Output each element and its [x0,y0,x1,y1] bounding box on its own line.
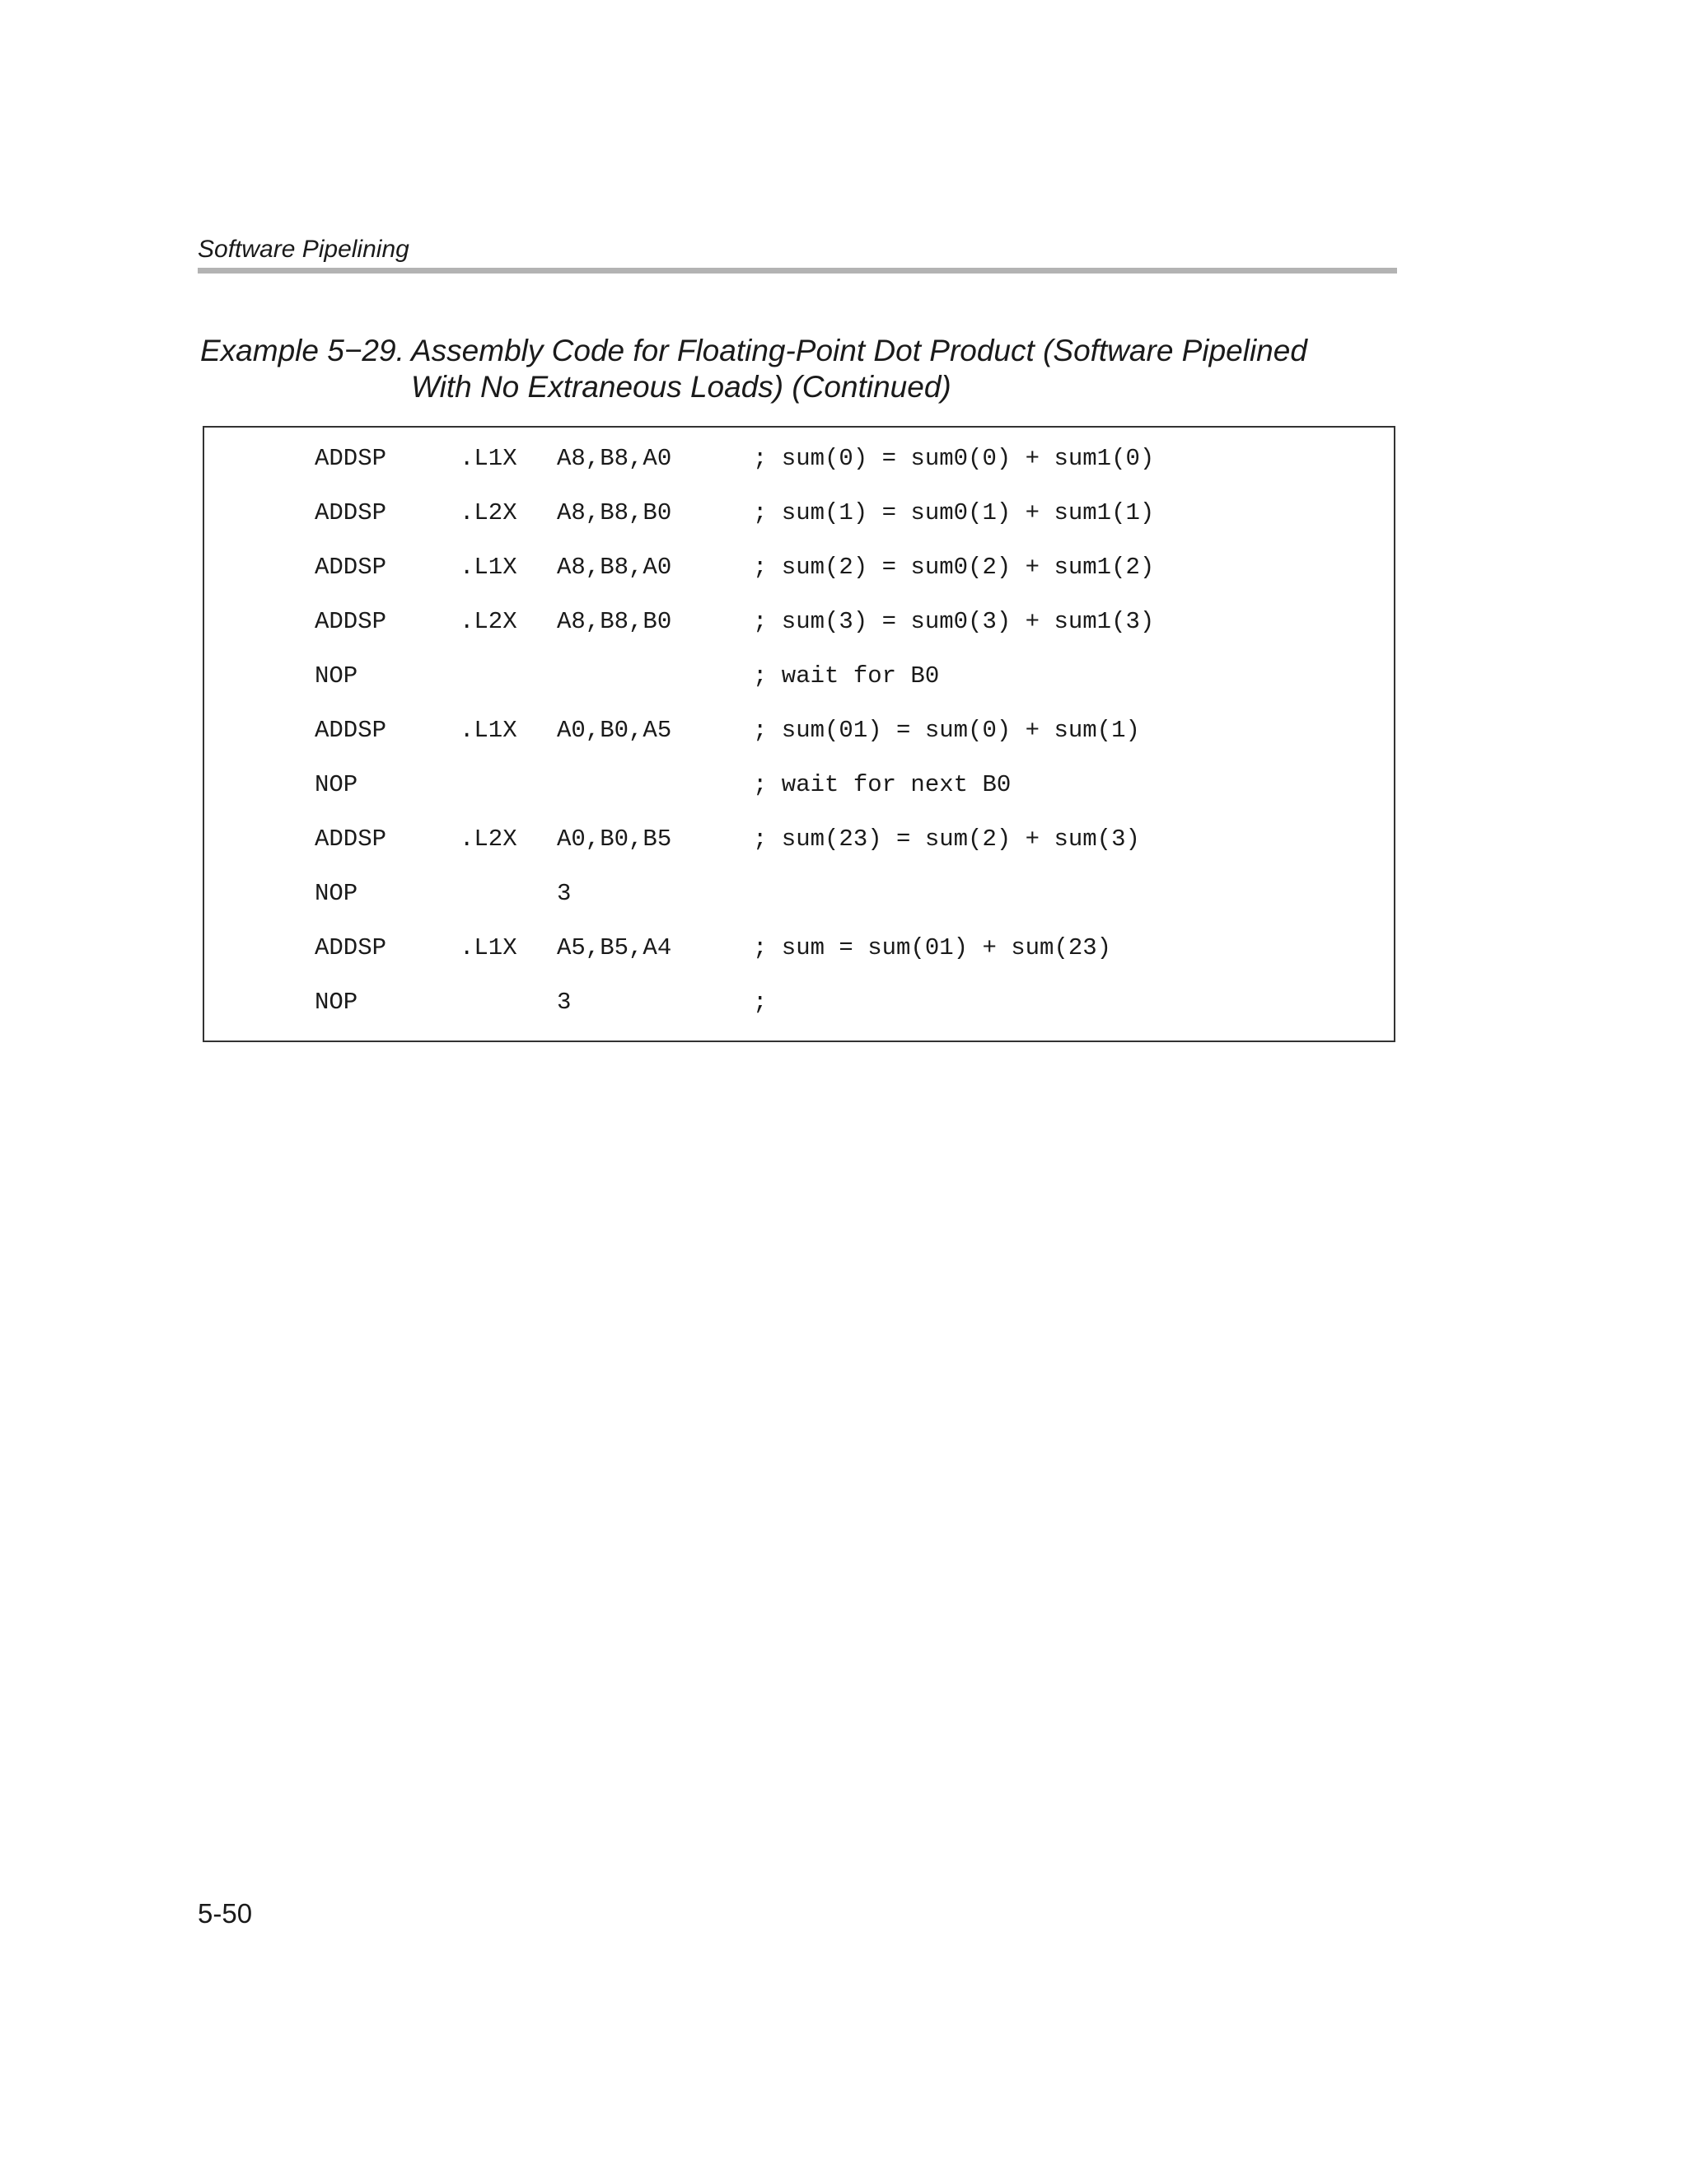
code-line [204,877,572,910]
code-comment: ; sum(3) = sum0(3) + sum1(3) [753,608,1155,635]
code-line [204,551,1155,584]
code-operands: 3 [557,989,572,1016]
code-instruction: ADDSP [315,825,387,853]
code-instruction: ADDSP [315,934,387,961]
code-instruction: NOP [315,989,358,1016]
code-instruction: NOP [315,662,358,690]
code-comment: ; [753,989,768,1016]
code-instruction: ADDSP [315,554,387,581]
code-unit: .L1X [460,934,517,961]
code-instruction: NOP [315,880,358,907]
example-title [200,333,1307,405]
code-comment: ; wait for B0 [753,662,940,690]
code-unit: .L2X [460,608,517,635]
running-header: Software Pipelining [198,236,409,263]
code-line [204,606,1155,638]
code-instruction: ADDSP [315,445,387,472]
code-comment: ; sum = sum(01) + sum(23) [753,934,1112,961]
code-comment: ; sum(0) = sum0(0) + sum1(0) [753,445,1155,472]
code-instruction: ADDSP [315,608,387,635]
code-comment: ; sum(2) = sum0(2) + sum1(2) [753,554,1155,581]
code-unit: .L1X [460,717,517,744]
code-operands: A5,B5,A4 [557,934,672,961]
code-comment: ; wait for next B0 [753,771,1012,798]
code-instruction: ADDSP [315,717,387,744]
code-comment: ; sum(1) = sum0(1) + sum1(1) [753,499,1155,526]
code-unit: .L2X [460,499,517,526]
code-operands: A0,B0,B5 [557,825,672,853]
code-operands: 3 [557,880,572,907]
code-operands: A8,B8,A0 [557,445,672,472]
example-title-line-2: With No Extraneous Loads) (Continued) [411,370,951,404]
example-title-line-1: Assembly Code for Floating-Point Dot Product (Software Pipelined [411,334,1307,367]
code-line [204,660,940,693]
code-line [204,714,1140,747]
code-instruction: NOP [315,771,358,798]
code-operands: A8,B8,B0 [557,608,672,635]
example-title-row-2 [200,369,1307,405]
header-rule [198,268,1397,274]
example-label-spacer [200,369,411,405]
code-line [204,497,1155,530]
code-unit: .L2X [460,825,517,853]
code-operands: A0,B0,A5 [557,717,672,744]
code-line [204,932,1112,965]
code-listing [203,426,1395,1042]
code-line [204,442,1155,475]
code-comment: ; sum(23) = sum(2) + sum(3) [753,825,1140,853]
page-number: 5-50 [198,1898,253,1929]
code-line [204,769,1012,802]
code-unit: .L1X [460,445,517,472]
code-instruction: ADDSP [315,499,387,526]
example-label: Example 5−29. [200,334,404,367]
code-line [204,986,768,1019]
code-operands: A8,B8,B0 [557,499,672,526]
code-unit: .L1X [460,554,517,581]
code-line [204,823,1140,856]
code-comment: ; sum(01) = sum(0) + sum(1) [753,717,1140,744]
example-title-row-1 [200,333,1307,369]
code-operands: A8,B8,A0 [557,554,672,581]
